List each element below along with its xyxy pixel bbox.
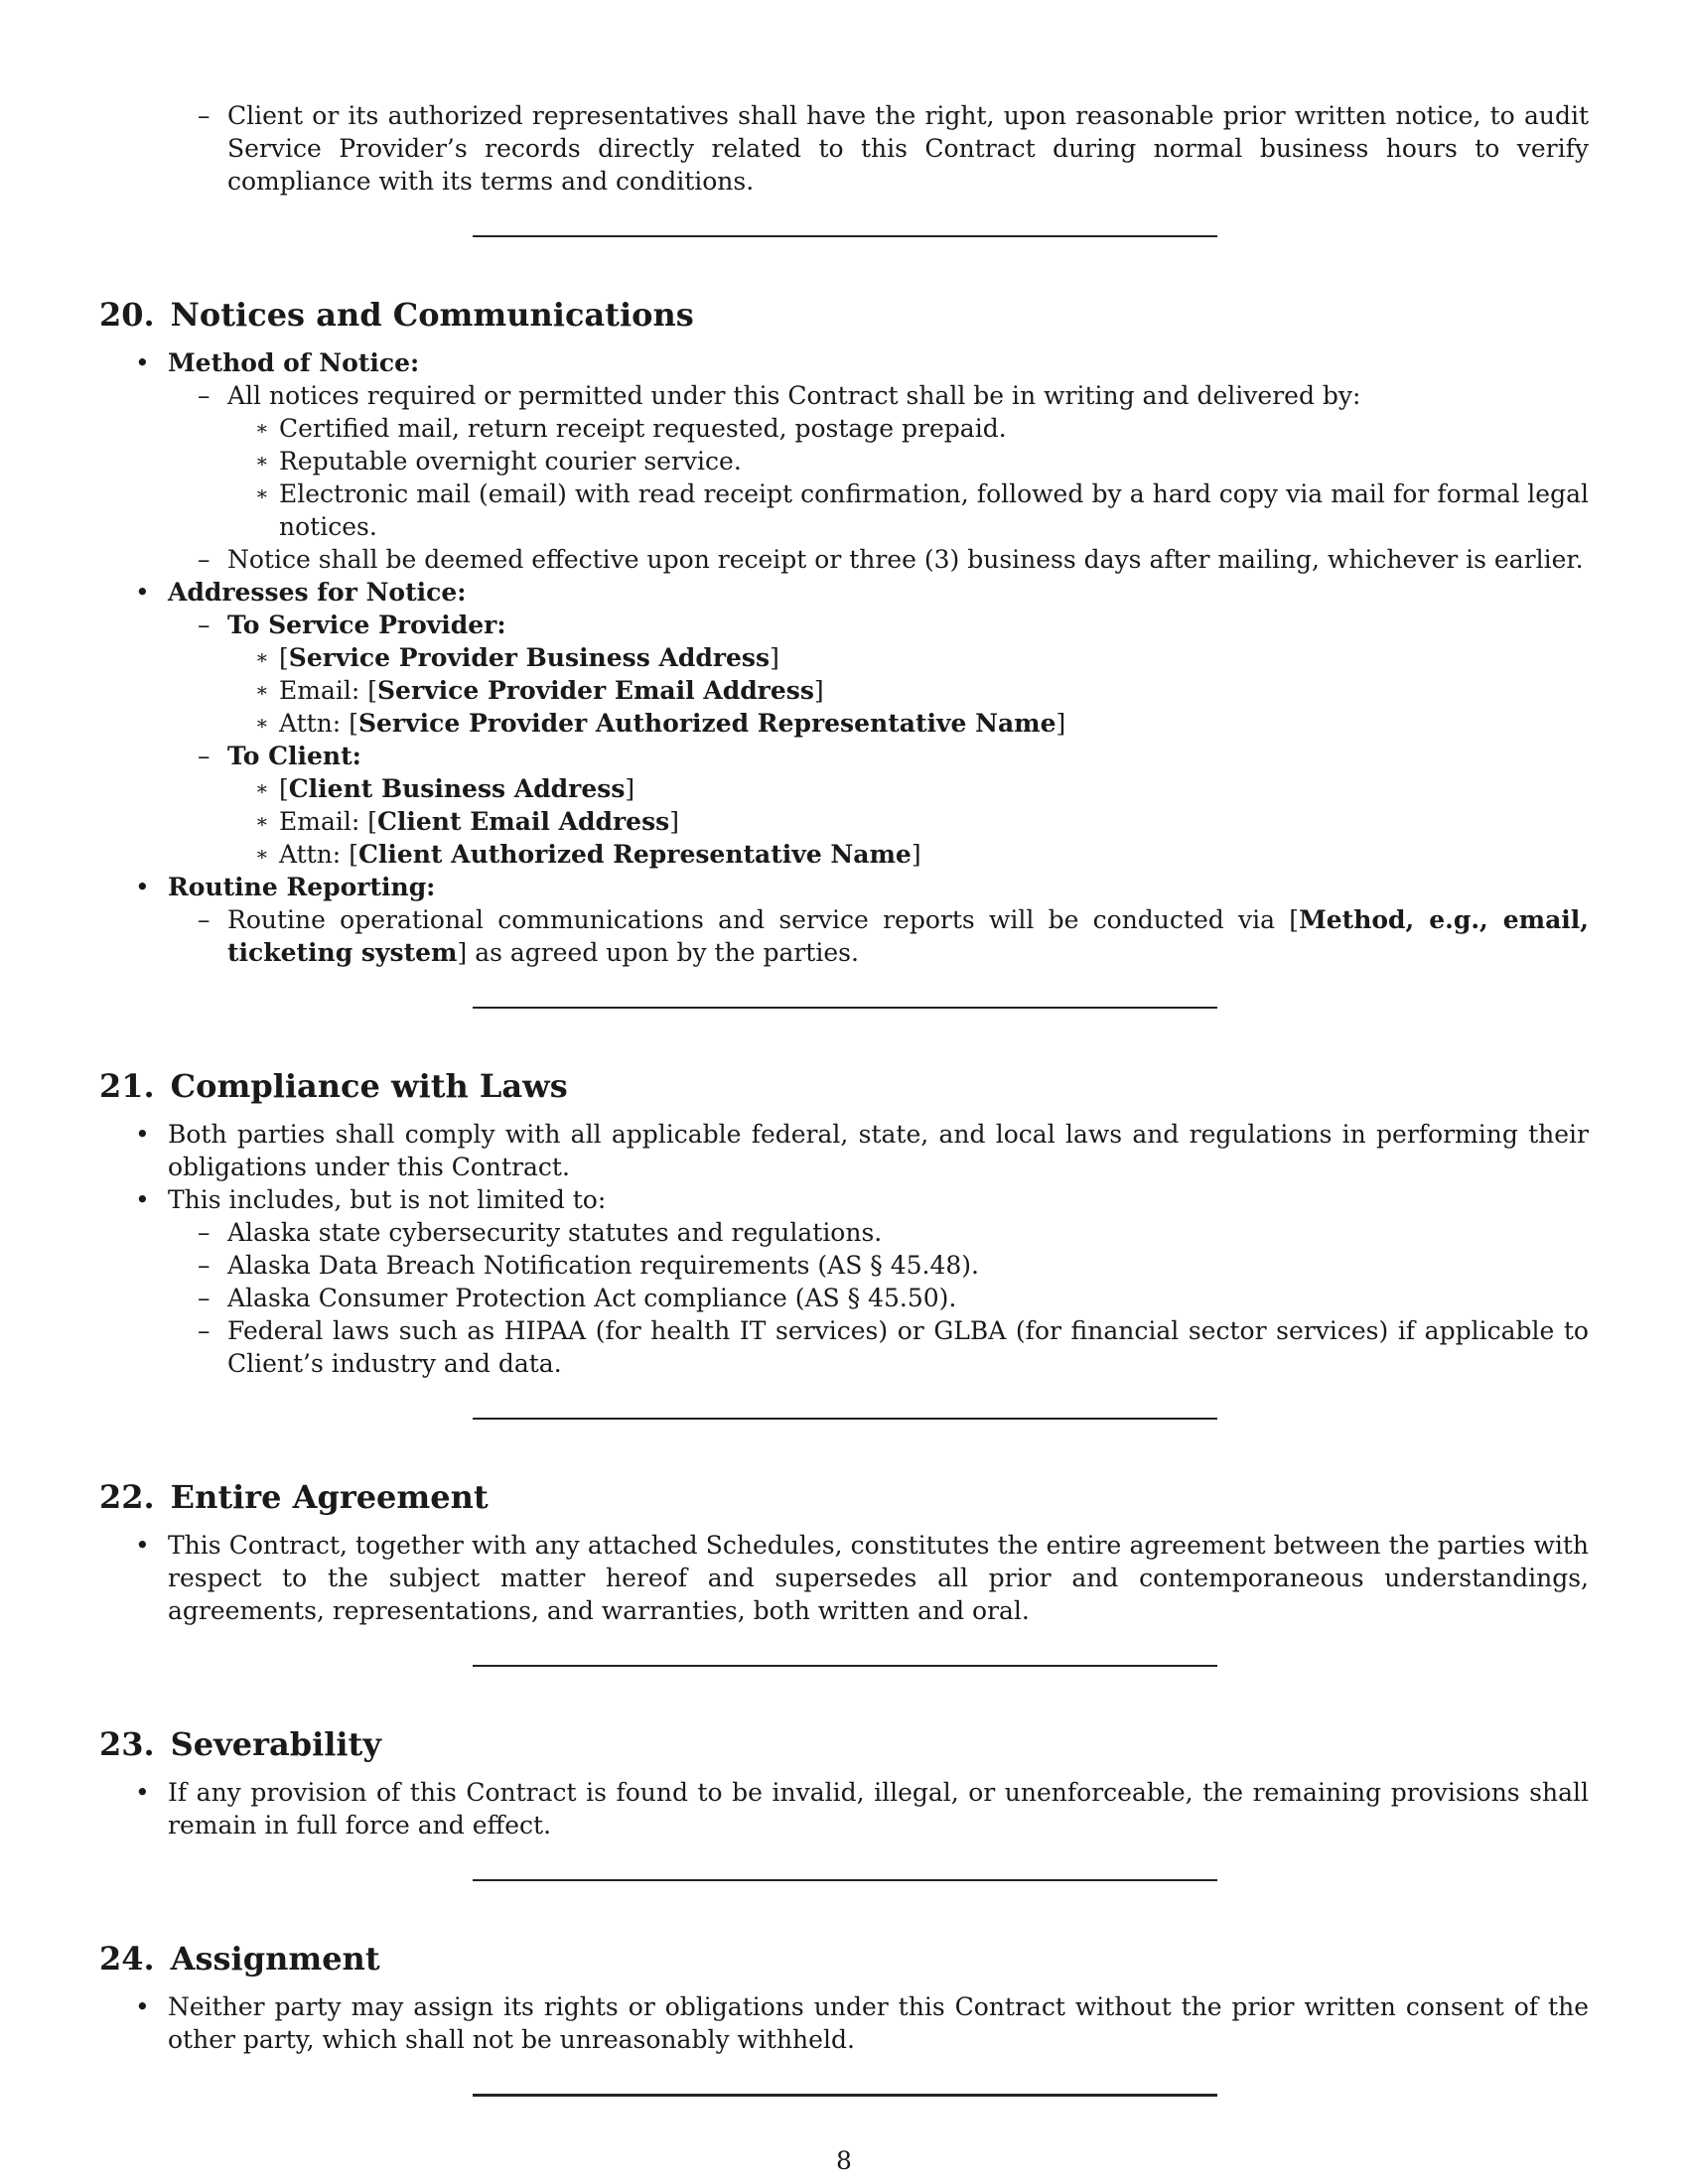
sub-item <box>168 1314 1589 1380</box>
sub-sub-item <box>227 412 1589 445</box>
sub-list <box>198 903 1589 969</box>
section-notices <box>99 295 1589 969</box>
section-number: 24. <box>99 1940 155 1978</box>
dash-marker: – <box>198 1316 211 1345</box>
item-text: This includes, but is not limited to: <box>168 1185 607 1214</box>
item-text: Neither party may assign its rights or obligations under this Contract without the prior written consent of the other party, which shall not be unreasonably withheld. <box>168 1992 1589 2054</box>
section-divider <box>473 1007 1217 1009</box>
sub-sub-item: ∗ Attn: [Client Authorized Representative Name] <box>255 840 921 869</box>
continued-list-item <box>99 99 1589 198</box>
item-text: Routine operational communications and service reports will be conducted via <box>227 905 1290 934</box>
sub-list <box>198 1216 1589 1380</box>
dash-marker: – <box>198 545 211 574</box>
sub-item-client <box>168 740 1589 871</box>
placeholder-field: Service Provider Business Address <box>288 643 771 672</box>
section-assignment <box>99 1939 1589 2056</box>
item-text: If any provision of this Contract is found to be invalid, illegal, or unenforceable, the remaining provisions shall remain in full force and effect. <box>168 1778 1589 1840</box>
section-severability <box>99 1724 1589 1842</box>
field-prefix: Attn: <box>279 840 350 869</box>
list-item <box>99 1990 1589 2056</box>
sub-item <box>168 1249 1589 1282</box>
asterisk-marker: ∗ <box>255 776 269 800</box>
section-number: 23. <box>99 1725 155 1763</box>
sub-sub-item <box>227 478 1589 543</box>
item-text: Certified mail, return receipt requested, postage prepaid. <box>279 414 1007 443</box>
sub-sub-list <box>255 772 1589 871</box>
list-item <box>99 1529 1589 1627</box>
field-prefix: Attn: <box>279 709 350 738</box>
section-compliance <box>99 1066 1589 1380</box>
bullet-marker: • <box>135 578 150 607</box>
asterisk-marker: ∗ <box>255 678 269 702</box>
item-text: All notices required or permitted under this Contract shall be in writing and delivered by: <box>227 381 1361 410</box>
item-text: This Contract, together with any attached Schedules, constitutes the entire agreement between the parties with respect to the subject matter hereof and supersedes all prior and contemporaneous understandings, agreements, representations, and warranties, both written and oral. <box>168 1531 1589 1625</box>
section-number: 21. <box>99 1067 155 1105</box>
item-label: To Client: <box>227 742 361 770</box>
sub-list <box>198 609 1589 871</box>
placeholder-field: Client Authorized Representative Name <box>357 840 912 869</box>
section-divider <box>473 1879 1217 1881</box>
placeholder-field: Method, e.g., email, ticketing system <box>227 905 1589 967</box>
sub-sub-item: ∗ Attn: [Service Provider Authorized Representative Name] <box>255 709 1066 738</box>
sub-item <box>168 1282 1589 1314</box>
dash-marker: – <box>198 905 211 934</box>
item-text: Alaska Data Breach Notification requirements (AS § 45.48). <box>227 1251 980 1280</box>
page-number: 8 <box>836 2146 852 2175</box>
sub-sub-item: ∗ Email: [Service Provider Email Address] <box>255 676 824 705</box>
list-item <box>99 1776 1589 1842</box>
list-item-reporting <box>99 871 1589 969</box>
section-title: Entire Agreement <box>170 1478 489 1516</box>
sub-item <box>168 379 1589 543</box>
sub-sub-item: ∗ Email: [Client Email Address] <box>255 807 679 836</box>
list-item-method <box>99 346 1589 576</box>
section-entire-agreement <box>99 1477 1589 1627</box>
section-divider <box>473 1665 1217 1667</box>
section-title: Assignment <box>170 1940 380 1978</box>
item-text: as agreed upon by the parties. <box>467 938 859 967</box>
item-text: Reputable overnight courier service. <box>279 447 742 476</box>
item-text: Client or its authorized representatives shall have the right, upon reasonable prior written notice, to audit Service Provider’s records directly related to this Contract during normal business hours to verify compliance with its terms and conditions. <box>227 101 1589 196</box>
dash-marker: – <box>198 1284 211 1312</box>
bullet-list <box>99 1529 1589 1627</box>
bullet-list <box>99 1776 1589 1842</box>
list-item-addresses <box>99 576 1589 871</box>
section-title: Notices and Communications <box>170 296 694 334</box>
sub-item <box>168 543 1589 576</box>
asterisk-marker: ∗ <box>255 809 269 833</box>
section-heading <box>99 1477 1589 1517</box>
sub-list <box>198 379 1589 576</box>
item-text: Alaska Consumer Protection Act compliance (AS § 45.50). <box>227 1284 957 1312</box>
bullet-marker: • <box>135 1531 150 1560</box>
section-divider <box>473 2094 1217 2097</box>
item-text: Both parties shall comply with all applicable federal, state, and local laws and regulations in performing their obligations under this Contract. <box>168 1120 1589 1181</box>
asterisk-marker: ∗ <box>255 449 269 473</box>
item-label: To Service Provider: <box>227 611 506 639</box>
section-title: Severability <box>170 1725 381 1763</box>
bullet-marker: • <box>135 348 150 377</box>
item-label: Routine Reporting: <box>168 873 436 901</box>
field-prefix: Email: <box>279 676 368 705</box>
sub-item: – Routine operational communications and service reports will be conducted via [Method, e.g., email, ticketing system] as agreed upon by the parties. <box>198 905 1589 967</box>
asterisk-marker: ∗ <box>255 842 269 866</box>
list-item <box>99 1183 1589 1380</box>
placeholder-field: Service Provider Email Address <box>377 676 814 705</box>
section-heading <box>99 1066 1589 1106</box>
sub-sub-list <box>255 641 1589 740</box>
bullet-marker: • <box>135 1778 150 1807</box>
placeholder-field: Client Business Address <box>288 774 626 803</box>
bullet-marker: • <box>135 873 150 901</box>
dash-marker: – <box>198 1251 211 1280</box>
sub-item <box>168 1216 1589 1249</box>
section-divider <box>473 1418 1217 1420</box>
item-text: Alaska state cybersecurity statutes and regulations. <box>227 1218 883 1247</box>
bullet-list <box>99 1990 1589 2056</box>
sub-sub-item <box>227 445 1589 478</box>
dash-marker: – <box>198 742 211 770</box>
sub-item-provider <box>168 609 1589 740</box>
bullet-marker: • <box>135 1185 150 1214</box>
item-text: Notice shall be deemed effective upon receipt or three (3) business days after mailing, whichever is earlier. <box>227 545 1584 574</box>
section-heading <box>99 295 1589 335</box>
dash-marker: – <box>198 381 211 410</box>
asterisk-marker: ∗ <box>255 416 269 440</box>
placeholder-field: Client Email Address <box>377 807 670 836</box>
section-heading <box>99 1724 1589 1764</box>
sub-sub-item: ∗ [Client Business Address] <box>255 774 635 803</box>
section-heading <box>99 1939 1589 1979</box>
list-item <box>99 1118 1589 1183</box>
sub-sub-item: ∗ [Service Provider Business Address] <box>255 643 779 672</box>
asterisk-marker: ∗ <box>255 645 269 669</box>
item-label: Addresses for Notice: <box>168 578 467 607</box>
bullet-marker: • <box>135 1992 150 2021</box>
bullet-list <box>99 346 1589 969</box>
asterisk-marker: ∗ <box>255 711 269 735</box>
section-number: 20. <box>99 296 155 334</box>
bullet-marker: • <box>135 1120 150 1149</box>
placeholder-field: Service Provider Authorized Representative Name <box>357 709 1056 738</box>
dash-marker: – <box>198 1218 211 1247</box>
section-title: Compliance with Laws <box>170 1067 568 1105</box>
dash-marker: – <box>198 101 211 130</box>
dash-marker: – <box>198 611 211 639</box>
bullet-list <box>99 1118 1589 1380</box>
asterisk-marker: ∗ <box>255 481 269 505</box>
item-text: Federal laws such as HIPAA (for health IT services) or GLBA (for financial sector services) if applicable to Client’s industry and data. <box>227 1316 1589 1378</box>
section-divider <box>473 235 1217 237</box>
sub-sub-list <box>255 412 1589 543</box>
page-content <box>99 99 1589 2097</box>
item-label: Method of Notice: <box>168 348 420 377</box>
field-prefix: Email: <box>279 807 368 836</box>
section-number: 22. <box>99 1478 155 1516</box>
item-text: Electronic mail (email) with read receipt confirmation, followed by a hard copy via mail for formal legal notices. <box>279 479 1589 541</box>
